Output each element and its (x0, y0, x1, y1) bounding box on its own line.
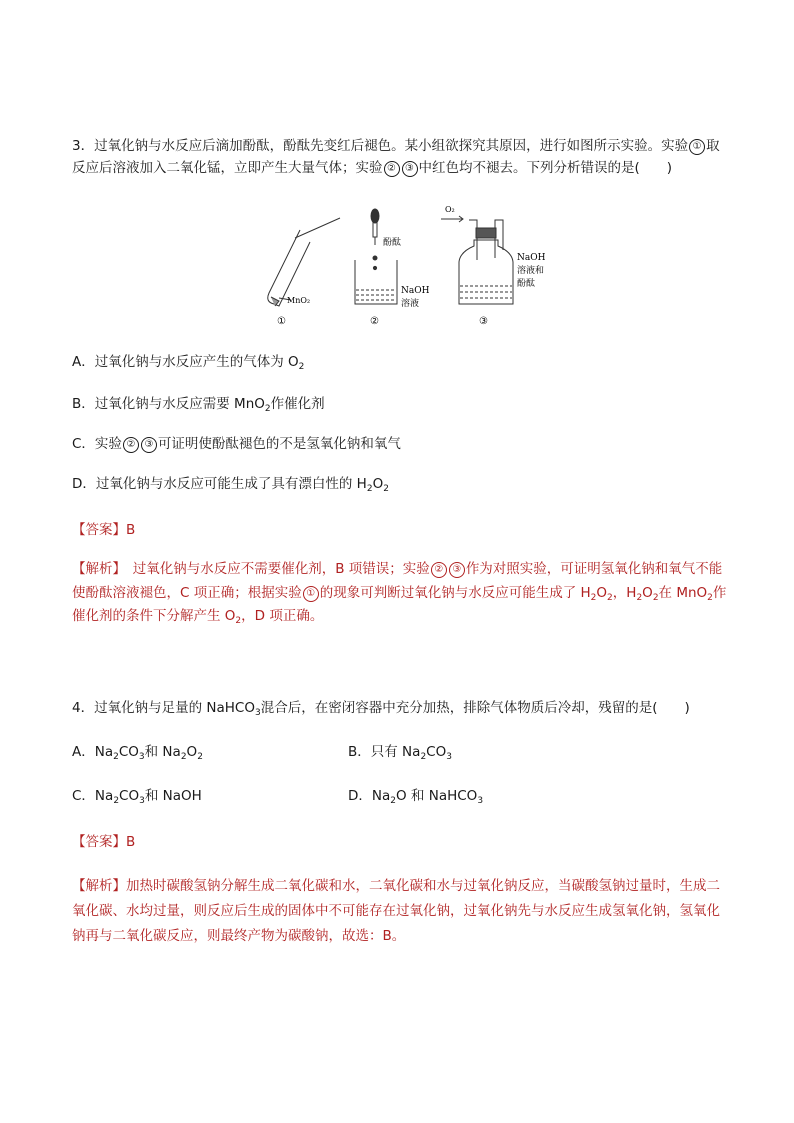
q3-option-a: A．过氧化钠与水反应产生的气体为 $O_2$ (72, 354, 305, 372)
phenol-label-2: 酚酞 (517, 279, 536, 289)
solution-label: 溶液 (401, 299, 420, 309)
q4-answer: 【答案】B (72, 834, 136, 850)
naoh-label-1: NaOH (401, 286, 430, 296)
q4-stem: 4．过氧化钠与足量的 NaHCO$_3$混合后，在密闭容器中充分加热，排除气体物质后冷却，残留的是( ) (72, 700, 690, 718)
q3-explanation: 【解析】 过氧化钠与水反应不需要催化剂，B 项错误；实验 ② ③ 作为对照实验，可证明氢氧化钠和氧气不能使酚酞溶液褪色，C 项正确；根据实验 ① 的现象可判断过氧化钠与水反应可能生成了 $H_2O_2$，$H_2O_2$在 MnO$_2$作催化剂的条件下分解产生 $O_2$，D 项正确。 (72, 561, 727, 627)
q4-options-row-2 (72, 786, 732, 808)
q3-option-b: B．过氧化钠与水反应需要 MnO$_2$作催化剂 (72, 396, 325, 414)
exp-number-3: ③ (479, 316, 488, 327)
o2-label: O₂ (445, 205, 455, 214)
q4-option-c: C．$Na_2CO_3$和 NaOH (72, 788, 202, 806)
exp-number-2: ② (370, 316, 379, 327)
q4-option-b: B．只有 $Na_2CO_3$ (348, 744, 452, 762)
q4-explanation: 【解析】加热时碳酸氢钠分解生成二氧化碳和水，二氧化碳和水与过氧化钠反应，当碳酸氢钠过量时，生成二氧化碳、水均过量，则反应后生成的固体中不可能存在过氧化钠，过氧化钠先与水反应生成氢氧化钠，氢氧化钠再与二氧化碳反应，则最终产物为碳酸钠，故选：B。 (72, 878, 720, 944)
phenol-label: 酚酞 (383, 238, 402, 248)
exp-number-1: ① (277, 316, 286, 327)
q3-option-c: C．实验 ② ③ 可证明使酚酞褪色的不是氢氧化钠和氧气 (72, 436, 401, 452)
q4-option-d: D．$Na_2O$ 和 NaHCO$_3$ (348, 788, 484, 806)
q3-stem: 3．过氧化钠与水反应后滴加酚酞，酚酞先变红后褪色。某小组欲探究其原因，进行如图所示实验。实验 ① 取反应后溶液加入二氧化锰，立即产生大量气体；实验 ② ③ 中红色均不褪去。下列分析错误的是( ) (72, 138, 720, 176)
mno2-label: MnO₂ (287, 296, 311, 305)
q3-option-d: D．过氧化钠与水反应可能生成了具有漂白性的 $H_2O_2$ (72, 476, 389, 494)
dropper-icon (371, 209, 379, 270)
q4-options-row-1 (72, 742, 732, 764)
q4-option-a: A．$Na_2CO_3$和 $Na_2O_2$ (72, 744, 203, 762)
solution-and-label: 溶液和 (517, 266, 545, 276)
q3-answer: 【答案】B (72, 522, 136, 538)
experiment-figure (255, 200, 555, 330)
gas-bottle-icon (441, 216, 513, 304)
naoh-label-2: NaOH (517, 253, 546, 263)
test-tube-icon (268, 218, 340, 306)
